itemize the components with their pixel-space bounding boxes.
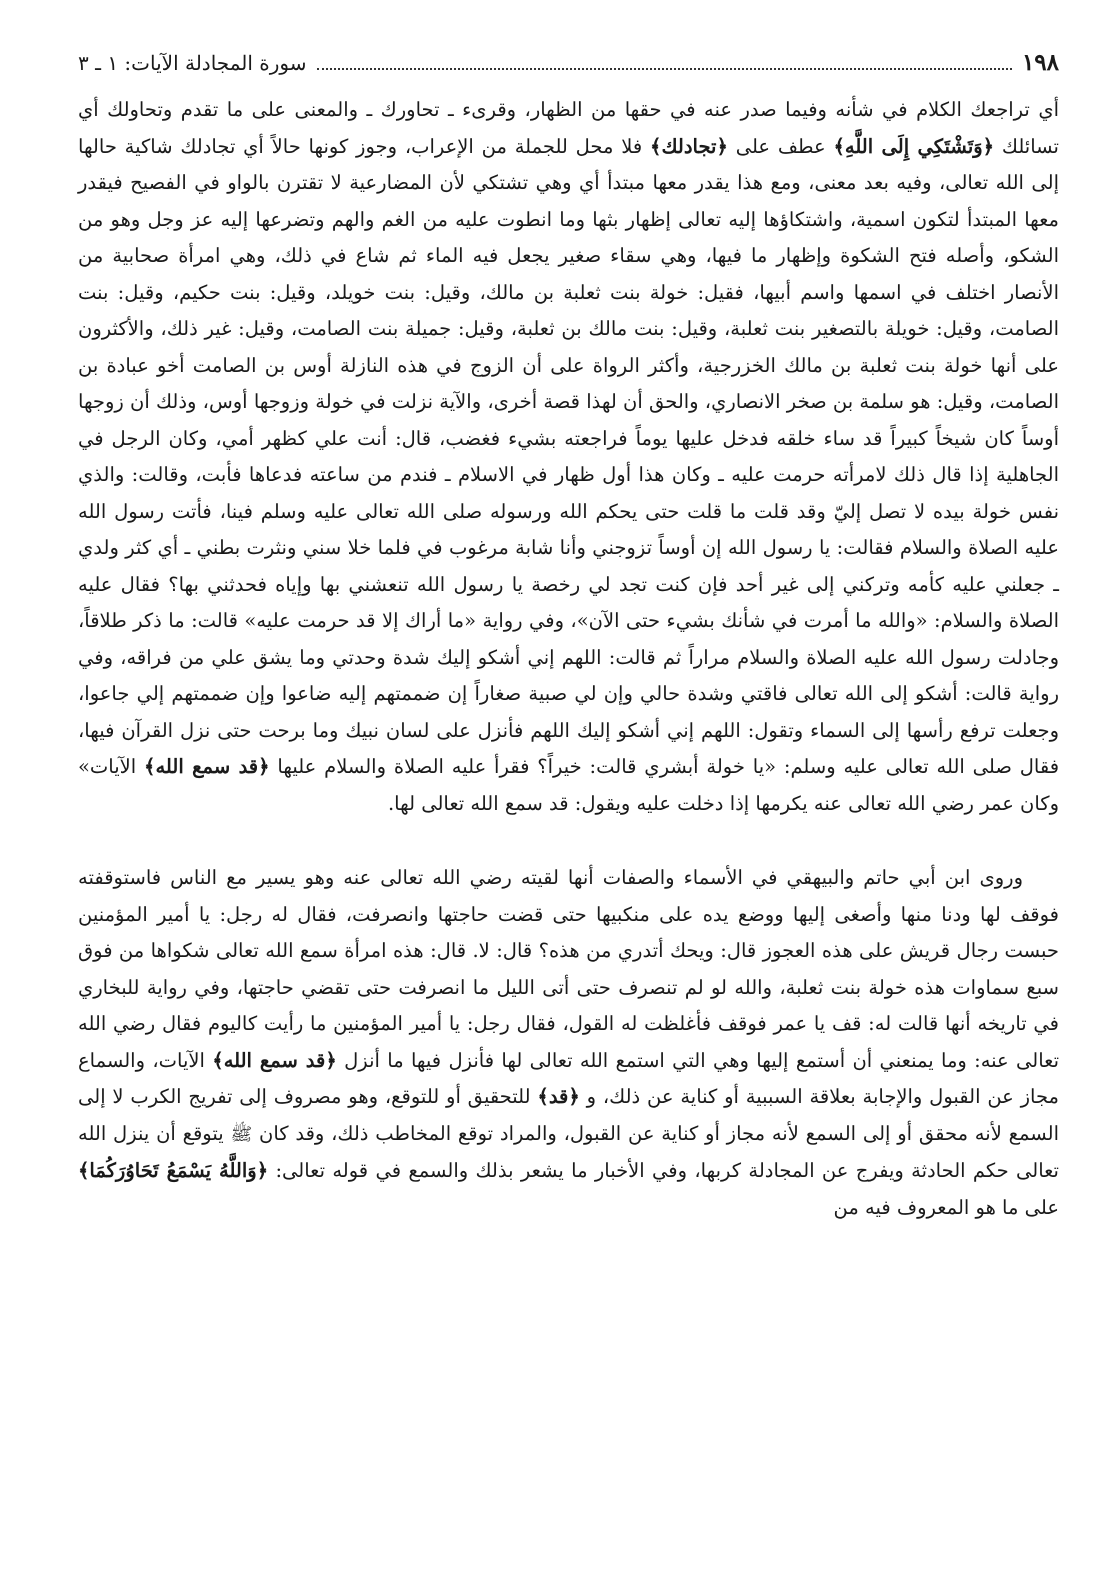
page-header: [78, 48, 1059, 82]
paragraph-2-text-5: على ما هو المعروف فيه من: [833, 1195, 1059, 1219]
paragraph-1-text-4: الآيات» وكان عمر رضي الله تعالى عنه يكرمها إذا دخلت عليه ويقول: قد سمع الله تعالى لها.: [78, 755, 1059, 815]
paragraph-2: [78, 860, 1059, 1226]
paragraph-1: [78, 92, 1059, 822]
quran-quote: ﴿قد سمع الله﴾: [144, 755, 270, 778]
paragraph-2-text-2: الآيات، والسماع مجاز عن القبول والإجابة بعلاقة السببية أو كناية عن ذلك، و: [78, 1048, 1060, 1108]
quran-quote: ﴿وَتَشْتَكِي إِلَى اللَّهِ﴾: [833, 134, 995, 158]
running-title: سورة المجادلة الآيات: ١ ـ ٣: [78, 51, 307, 75]
page-number: ١٩٨: [1021, 49, 1059, 76]
paragraph-1-text-2: عطف على: [735, 134, 826, 158]
paragraph-1-text-1: أي تراجعك الكلام في شأنه وفيما صدر عنه في حقها من الظهار، وقرىء ـ تحاورك ـ والمعنى على ما تقدم وتحاولك أي تسائلك: [78, 98, 1059, 158]
quran-quote: ﴿قد﴾: [537, 1085, 580, 1108]
header-leader-dots: [317, 50, 1012, 70]
salawat-symbol: ﷺ: [230, 1123, 253, 1145]
page-body: [78, 92, 1059, 1226]
paragraph-2-text-4: يتوقع أن ينزل الله تعالى حكم الحادثة ويفرج عن المجادلة كربها، وفي الأخبار ما يشعر بذلك والسمع في قوله تعالى:: [78, 1121, 1059, 1182]
quran-quote: ﴿تجادلك﴾: [650, 134, 728, 158]
paragraph-2-text-1: وروى ابن أبي حاتم والبيهقي في الأسماء والصفات أنها لقيته رضي الله تعالى عنه وهو يسير مع الناس فاستوقفته فوقف لها ودنا منها وأصغى إليها ووضع يده على منكبيها حتى قضت حاجتها وانصرفت، فقال له رجل: يا أمير المؤمنين حبست رجال قريش على هذه العجوز قال: ويحك أتدري من هذه؟ قال: لا. قال: هذه امرأة سمع الله تعالى شكواها من فوق سبع سماوات هذه خولة بنت ثعلبة، والله لو لم تنصرف حتى أتى الليل ما انصرفت حتى تقضي حاجتها، وفي رواية للبخاري في تاريخه أنها قالت له: قف يا عمر فوقف فأغلظت له القول، فقال رجل: يا أمير المؤمنين ما رأيت كاليوم فقال رضي الله تعالى عنه: وما يمنعني أن أستمع إليها وهي التي استمع الله تعالى لها فأنزل فيها ما أنزل: [78, 866, 1059, 1072]
quran-quote: ﴿وَاللَّهُ يَسْمَعُ تَحَاوُرَكُمَا﴾: [78, 1159, 269, 1182]
paragraph-1-text-3: فلا محل للجملة من الإعراب، وجوز كونها حالاً أي تجادلك شاكية حالها إلى الله تعالى، وفيه بعد معنى، ومع هذا يقدر معها مبتدأ أي وهي تشتكي لأن المضارعية لا تقترن بالواو في الفصيح فيقدر معها المبتدأ لتكون اسمية، واشتكاؤها إليه تعالى إظهار بثها وما انطوت عليه من الغم والهم وتضرعها إليه عز وجل وهو من الشكو، وأصله فتح الشكوة وإظهار ما فيها، وهي سقاء صغير يجعل فيه الماء ثم شاع في ذلك، وهي امرأة صحابية من الأنصار اختلف في اسمها واسم أبيها، فقيل: خولة بنت ثعلبة بن مالك، وقيل: بنت خويلد، وقيل: بنت حكيم، وقيل: بنت الصامت، وقيل: خويلة بالتصغير بنت ثعلبة، وقيل: بنت مالك بن ثعلبة، وقيل: جميلة بنت الصامت، وقيل: غير ذلك، والأكثرون على أنها خولة بنت ثعلبة بن مالك الخزرجية، وأكثر الرواة على أن الزوج في هذه النازلة أوس بن الصامت أخو عبادة بن الصامت، وقيل: هو سلمة بن صخر الانصاري، والحق أن لهذا قصة أخرى، والآية نزلت في خولة وزوجها أوس، وذلك أن زوجها أوساً كان شيخاً كبيراً قد ساء خلقه فدخل عليها يوماً فراجعته بشيء فغضب، قال: أنت علي كظهر أمي، وكان الرجل في الجاهلية إذا قال ذلك لامرأته حرمت عليه ـ وكان هذا أول ظهار في الاسلام ـ فندم من ساعته فدعاها فأبت، وقالت: والذي نفس خولة بيده لا تصل إليّ وقد قلت ما قلت حتى يحكم الله ورسوله صلى الله تعالى عليه وسلم فينا، فأتت رسول الله عليه الصلاة والسلام فقالت: يا رسول الله إن أوساً تزوجني وأنا شابة مرغوب في فلما خلا سني ونثرت بطني ـ أي كثر ولدي ـ جعلني عليه كأمه وتركني إلى غير أحد فإن كنت تجد لي رخصة يا رسول الله تنعشني بها وإياه فحدثني بها؟ فقال عليه الصلاة والسلام: «والله ما أمرت في شأنك بشيء حتى الآن»، وفي رواية «ما أراك إلا قد حرمت عليه» قالت: ما ذكر طلاقاً، وجادلت رسول الله عليه الصلاة والسلام مراراً ثم قالت: اللهم إني أشكو إليك شدة وحدتي وما يشق علي من فراقه، وفي رواية قالت: أشكو إلى الله تعالى فاقتي وشدة حالي وإن لي صبية صغاراً إن ضممتهم إليه ضاعوا وإن ضممتهم إلي جاعوا، وجعلت ترفع رأسها إلى السماء وتقول: اللهم إني أشكو إليك اللهم فأنزل على لسان نبيك وما برحت حتى نزل القرآن فيها، فقال صلى الله تعالى عليه وسلم: «يا خولة أبشري قالت: خيراً؟ فقرأ عليه الصلاة والسلام عليها: [78, 134, 1060, 778]
quran-quote: ﴿قد سمع الله﴾: [212, 1048, 337, 1072]
page: [78, 48, 1059, 1552]
paragraph-2-text-3: للتحقيق أو للتوقع، وهو مصروف إلى تفريج الكرب لا إلى السمع لأنه محقق أو إلى السمع لأنه مجاز أو كناية عن القبول، والمراد توقع المخاطب ذلك، وقد كان: [78, 1085, 1060, 1145]
